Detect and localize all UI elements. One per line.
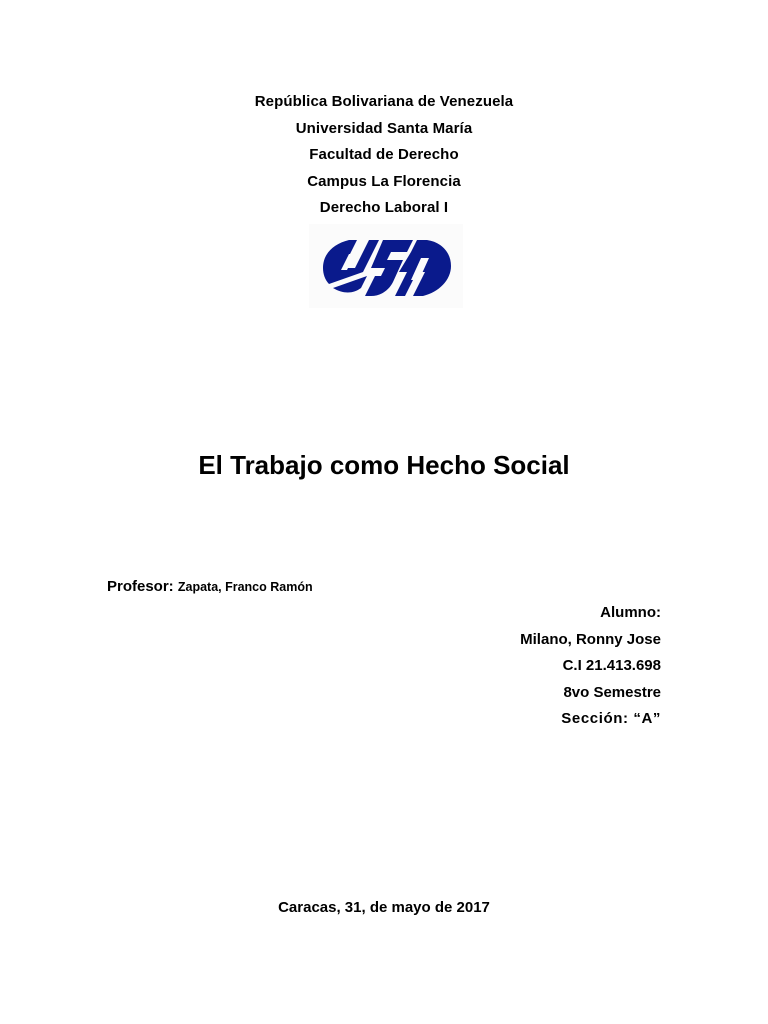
header-university: Universidad Santa María bbox=[295, 119, 473, 137]
institution-header bbox=[0, 89, 768, 222]
student-semester: 8vo Semestre bbox=[563, 683, 661, 701]
profesor-name: Zapata, Franco Ramón bbox=[177, 580, 313, 594]
profesor-line bbox=[107, 576, 313, 598]
profesor-label: Profesor: bbox=[107, 578, 174, 595]
header-campus: Campus La Florencia bbox=[307, 172, 461, 190]
header-faculty: Facultad de Derecho bbox=[309, 146, 459, 164]
student-name: Milano, Ronny Jose bbox=[520, 630, 661, 648]
student-info bbox=[520, 600, 661, 733]
document-title: El Trabajo como Hecho Social bbox=[198, 450, 570, 480]
student-id: C.I 21.413.698 bbox=[562, 657, 661, 675]
place-date: Caracas, 31, de mayo de 2017 bbox=[278, 899, 490, 916]
header-country: República Bolivariana de Venezuela bbox=[254, 93, 514, 110]
student-label: Alumno: bbox=[600, 604, 661, 621]
usm-logo-icon bbox=[309, 224, 463, 308]
student-section: Sección: “A” bbox=[561, 710, 661, 728]
header-course: Derecho Laboral I bbox=[319, 199, 449, 217]
university-logo bbox=[309, 224, 463, 308]
